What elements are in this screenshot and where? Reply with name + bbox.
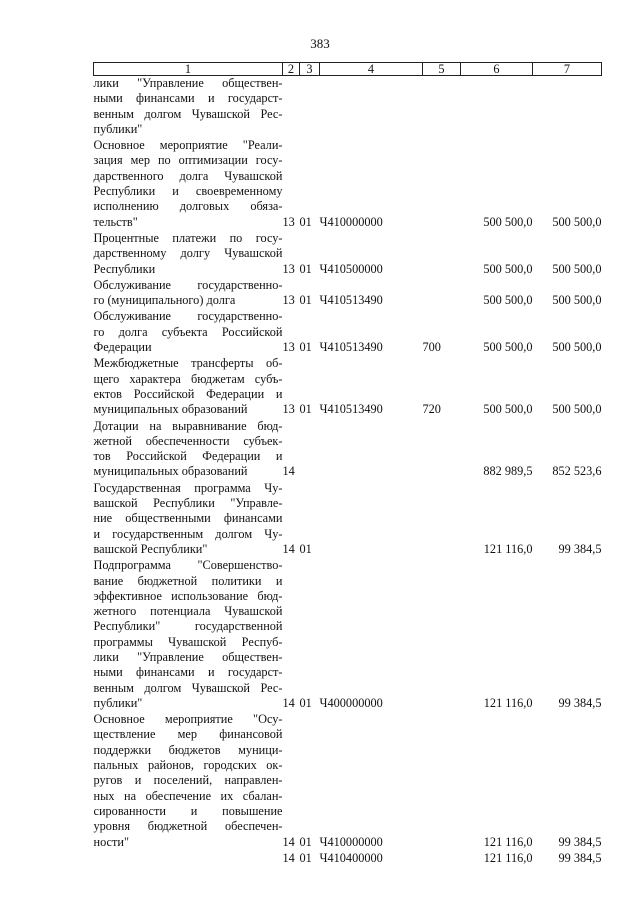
- target-article-code: Ч410000000: [319, 834, 383, 849]
- target-article-code: [320, 419, 423, 481]
- section-code: 14: [282, 541, 295, 556]
- description-line: ных на обеспечение их сбалан-: [93, 788, 283, 803]
- subsection-code: 01: [299, 340, 312, 355]
- table-row: [94, 309, 602, 356]
- description-line: ектов Российской Федерации и: [93, 386, 283, 401]
- target-article-code: Ч400000000: [319, 695, 383, 710]
- description-line: Межбюджетные трансферты об-: [93, 356, 283, 371]
- description-line: поддержки бюджетов муници-: [93, 742, 283, 757]
- amount-year-2: 99 384,5: [558, 695, 602, 710]
- col-header-6: 6: [461, 63, 533, 76]
- description-line: ние общественными финансами: [93, 511, 283, 526]
- amount-year-1: 121 116,0: [483, 834, 533, 849]
- amount-year-1: 121 116,0: [483, 541, 533, 556]
- amount-year-2: 500 500,0: [552, 340, 602, 355]
- description-line: венным долгом Чувашской Рес-: [93, 680, 283, 695]
- col-header-7: 7: [533, 63, 602, 76]
- col-header-4: 4: [320, 63, 423, 76]
- amount-year-1: 500 500,0: [483, 402, 533, 417]
- target-article-code: Ч410513490: [319, 340, 383, 355]
- description-line: го (муниципального) долга: [93, 293, 236, 308]
- description-line: ругов и поселений, направлен-: [93, 773, 283, 788]
- row-description: [94, 481, 283, 558]
- expense-type-code: 700: [422, 340, 441, 355]
- amount-year-1: 882 989,5: [483, 464, 533, 479]
- target-article-code: Ч410500000: [319, 261, 383, 276]
- row-description: [94, 558, 283, 712]
- expense-type-code: [423, 419, 461, 481]
- row-description: [94, 309, 283, 356]
- description-line: Процентные платежи по госу-: [93, 230, 283, 245]
- page-number: 383: [310, 36, 330, 51]
- description-line: публики": [93, 695, 143, 710]
- description-line: исполнению долговых обяза-: [93, 199, 283, 214]
- section-code: 13: [282, 214, 295, 229]
- subsection-code: 01: [299, 293, 312, 308]
- row-description: [94, 231, 283, 278]
- expense-type-code: [423, 76, 461, 139]
- row-description: [94, 138, 283, 231]
- target-article-code: Ч410400000: [319, 850, 383, 865]
- table-row: [94, 712, 602, 851]
- amount-year-2: 500 500,0: [552, 261, 602, 276]
- col-header-2: 2: [283, 63, 300, 76]
- description-line: ществление мер финансовой: [93, 727, 283, 742]
- target-article-code: [320, 76, 423, 139]
- description-line: жетного потенциала Чувашской: [93, 604, 283, 619]
- col-header-1: 1: [94, 63, 283, 76]
- description-line: ными финансами и государст-: [93, 665, 283, 680]
- table-row: [94, 278, 602, 310]
- description-line: Основное мероприятие "Осу-: [93, 712, 283, 727]
- row-description: [94, 356, 283, 418]
- amount-year-2: 99 384,5: [558, 541, 602, 556]
- description-line: венным долгом Чувашской Рес-: [93, 106, 283, 121]
- description-line: щего характера бюджетам субъ-: [93, 371, 283, 386]
- expense-type-code: [423, 851, 461, 867]
- description-line: муниципальных образований: [93, 402, 248, 417]
- row-description-empty: [94, 851, 283, 867]
- subsection-code: [300, 419, 320, 481]
- expense-type-code: 720: [422, 402, 441, 417]
- section-code: 13: [282, 293, 295, 308]
- amount-year-1: 121 116,0: [483, 695, 533, 710]
- subsection-code: 01: [299, 834, 312, 849]
- col-header-3: 3: [300, 63, 320, 76]
- subsection-code: 01: [299, 261, 312, 276]
- target-article-code: [320, 481, 423, 558]
- amount-year-2: 99 384,5: [558, 850, 602, 865]
- description-line: Обслуживание государственно-: [93, 277, 283, 292]
- description-line: дарственного долга Чувашской: [93, 168, 283, 183]
- amount-year-1: 500 500,0: [483, 261, 533, 276]
- target-article-code: Ч410513490: [319, 293, 383, 308]
- row-description: [94, 419, 283, 481]
- description-line: пальных районов, городских ок-: [93, 758, 283, 773]
- subsection-code: 01: [299, 402, 312, 417]
- amount-year-1: [461, 76, 533, 139]
- section-code: 14: [282, 850, 295, 865]
- table-row: [94, 481, 602, 558]
- table-row: [94, 138, 602, 231]
- amount-year-2: 99 384,5: [558, 834, 602, 849]
- section-code: [283, 76, 300, 139]
- description-line: лики "Управление обществен-: [93, 76, 283, 90]
- description-line: го долга субъекта Российской: [93, 324, 283, 339]
- table-row-tail: [94, 851, 602, 867]
- description-line: сированности и повышение: [93, 803, 283, 818]
- description-line: Подпрограмма "Совершенство-: [93, 558, 283, 573]
- amount-year-1: 121 116,0: [483, 850, 533, 865]
- table-row: [94, 419, 602, 481]
- description-line: Государственная программа Чу-: [93, 480, 283, 495]
- subsection-code: 01: [299, 541, 312, 556]
- description-line: ности": [93, 834, 129, 849]
- description-line: тов Российской Федерации и: [93, 449, 283, 464]
- section-code: 14: [282, 834, 295, 849]
- description-line: эффективное использование бюд-: [93, 588, 283, 603]
- description-line: Республики и своевременному: [93, 184, 283, 199]
- subsection-code: 01: [299, 695, 312, 710]
- amount-year-2: 852 523,6: [552, 464, 602, 479]
- amount-year-1: 500 500,0: [483, 340, 533, 355]
- section-code: 13: [282, 261, 295, 276]
- table-row: [94, 76, 602, 139]
- description-line: дарственному долгу Чувашской: [93, 246, 283, 261]
- row-description: [94, 76, 283, 139]
- amount-year-1: 500 500,0: [483, 293, 533, 308]
- description-line: ными финансами и государст-: [93, 91, 283, 106]
- row-description: [94, 712, 283, 851]
- expense-type-code: [423, 481, 461, 558]
- amount-year-2: [533, 76, 602, 139]
- description-line: Основное мероприятие "Реали-: [93, 138, 283, 153]
- table-row: [94, 558, 602, 712]
- description-line: Республики" государственной: [93, 619, 283, 634]
- subsection-code: [300, 76, 320, 139]
- description-line: лики "Управление обществен-: [93, 649, 283, 664]
- description-line: Дотации на выравнивание бюд-: [93, 418, 283, 433]
- description-line: программы Чувашской Респуб-: [93, 634, 283, 649]
- description-line: зация мер по оптимизации госу-: [93, 153, 283, 168]
- description-line: Обслуживание государственно-: [93, 309, 283, 324]
- section-code: 14: [282, 464, 295, 479]
- description-line: вашской Республики": [93, 541, 208, 556]
- amount-year-2: 500 500,0: [552, 402, 602, 417]
- table-row: [94, 356, 602, 418]
- amount-year-2: 500 500,0: [552, 293, 602, 308]
- expense-type-code: [423, 712, 461, 851]
- section-code: 13: [282, 402, 295, 417]
- expense-type-code: [423, 278, 461, 310]
- expense-type-code: [423, 138, 461, 231]
- expense-type-code: [423, 231, 461, 278]
- target-article-code: Ч410513490: [319, 402, 383, 417]
- description-line: жетной обеспеченности субъек-: [93, 433, 283, 448]
- subsection-code: 01: [299, 850, 312, 865]
- target-article-code: Ч410000000: [319, 214, 383, 229]
- table-row: [94, 231, 602, 278]
- section-code: 13: [282, 340, 295, 355]
- amount-year-2: 500 500,0: [552, 214, 602, 229]
- description-line: и государственным долгом Чу-: [93, 526, 283, 541]
- section-code: 14: [282, 695, 295, 710]
- budget-table: [93, 62, 602, 867]
- description-line: муниципальных образований: [93, 464, 248, 479]
- description-line: Республики: [93, 261, 156, 276]
- description-line: публики": [93, 121, 143, 136]
- description-line: вашской Республики "Управле-: [93, 496, 283, 511]
- table-body: [94, 76, 602, 868]
- subsection-code: 01: [299, 214, 312, 229]
- amount-year-1: 500 500,0: [483, 214, 533, 229]
- column-number-row: [94, 63, 602, 76]
- description-line: уровня бюджетной обеспечен-: [93, 819, 283, 834]
- col-header-5: 5: [423, 63, 461, 76]
- row-description: [94, 278, 283, 310]
- description-line: Федерации: [93, 340, 152, 355]
- description-line: тельств": [93, 214, 138, 229]
- expense-type-code: [423, 558, 461, 712]
- description-line: вание бюджетной политики и: [93, 573, 283, 588]
